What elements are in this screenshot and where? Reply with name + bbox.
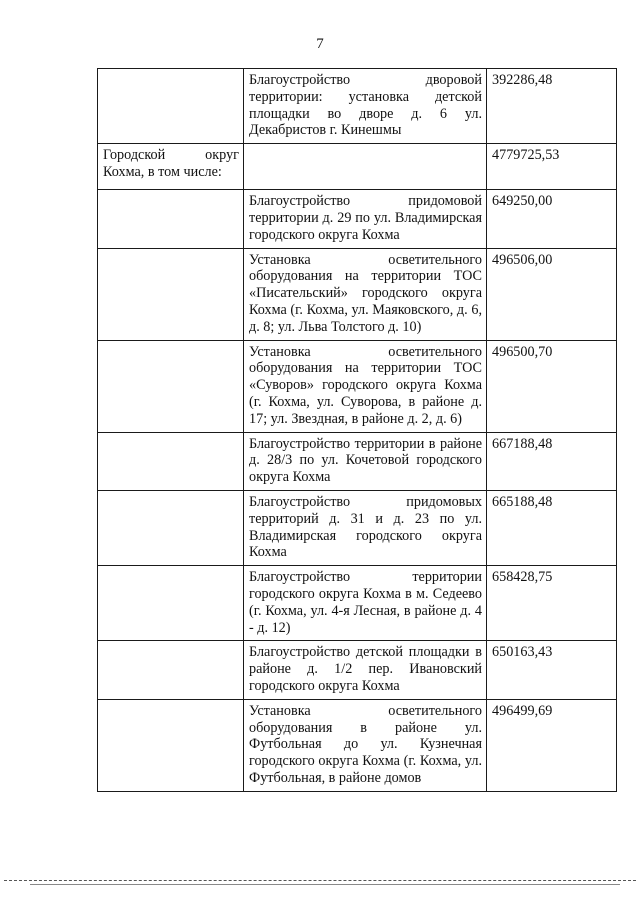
description-cell: Благоустройство территории городского округа Кохма в м. Седеево (г. Кохма, ул. 4-я Лесная, в районе д. 4 - д. 12) bbox=[244, 566, 487, 641]
district-cell: Городской округ Кохма, в том числе: bbox=[98, 144, 244, 190]
table-row bbox=[98, 566, 617, 641]
district-cell bbox=[98, 340, 244, 432]
amount-cell: 650163,43 bbox=[487, 641, 617, 699]
description-cell: Благоустройство придомовых территорий д. 31 и д. 23 по ул. Владимирская городского округа Кохма bbox=[244, 490, 487, 565]
amount-cell: 496500,70 bbox=[487, 340, 617, 432]
table-row bbox=[98, 144, 617, 190]
district-cell bbox=[98, 69, 244, 144]
amount-cell: 667188,48 bbox=[487, 432, 617, 490]
page-number: 7 bbox=[316, 36, 324, 52]
district-cell bbox=[98, 490, 244, 565]
table-row bbox=[98, 69, 617, 144]
description-cell: Установка осветительного оборудования в районе ул. Футбольная до ул. Кузнечная городского округа Кохма (г. Кохма, ул. Футбольная, в районе домов bbox=[244, 699, 487, 791]
amount-cell: 658428,75 bbox=[487, 566, 617, 641]
table-row bbox=[98, 490, 617, 565]
table-row bbox=[98, 248, 617, 340]
district-cell bbox=[98, 432, 244, 490]
district-cell bbox=[98, 248, 244, 340]
description-cell: Благоустройство территории в районе д. 28/3 по ул. Кочетовой городского округа Кохма bbox=[244, 432, 487, 490]
description-cell: Установка осветительного оборудования на территории ТОС «Суворов» городского округа Кохма (г. Кохма, ул. Суворова, в районе д. 17; ул. Звездная, в районе д. 2, д. 6) bbox=[244, 340, 487, 432]
amount-cell: 496499,69 bbox=[487, 699, 617, 791]
table-row bbox=[98, 190, 617, 248]
amount-cell: 496506,00 bbox=[487, 248, 617, 340]
district-cell bbox=[98, 699, 244, 791]
district-cell bbox=[98, 190, 244, 248]
description-cell: Благоустройство детской площадки в районе д. 1/2 пер. Ивановский городского округа Кохма bbox=[244, 641, 487, 699]
table-row bbox=[98, 340, 617, 432]
district-cell bbox=[98, 566, 244, 641]
district-cell bbox=[98, 641, 244, 699]
description-cell: Благоустройство придомовой территории д. 29 по ул. Владимирская городского округа Кохма bbox=[244, 190, 487, 248]
amount-cell: 665188,48 bbox=[487, 490, 617, 565]
description-cell bbox=[244, 144, 487, 190]
description-cell: Установка осветительного оборудования на территории ТОС «Писательский» городского округа Кохма (г. Кохма, ул. Маяковского, д. 6, д. 8; ул. Льва Толстого д. 10) bbox=[244, 248, 487, 340]
allocation-table bbox=[97, 68, 617, 792]
description-cell: Благоустройство дворовой территории: установка детской площадки во дворе д. 6 ул. Декабристов г. Кинешмы bbox=[244, 69, 487, 144]
amount-cell: 4779725,53 bbox=[487, 144, 617, 190]
table-row bbox=[98, 432, 617, 490]
scan-edge-line bbox=[4, 880, 636, 881]
amount-cell: 649250,00 bbox=[487, 190, 617, 248]
scan-edge-line bbox=[30, 884, 620, 885]
table-row bbox=[98, 641, 617, 699]
amount-cell: 392286,48 bbox=[487, 69, 617, 144]
table-row bbox=[98, 699, 617, 791]
